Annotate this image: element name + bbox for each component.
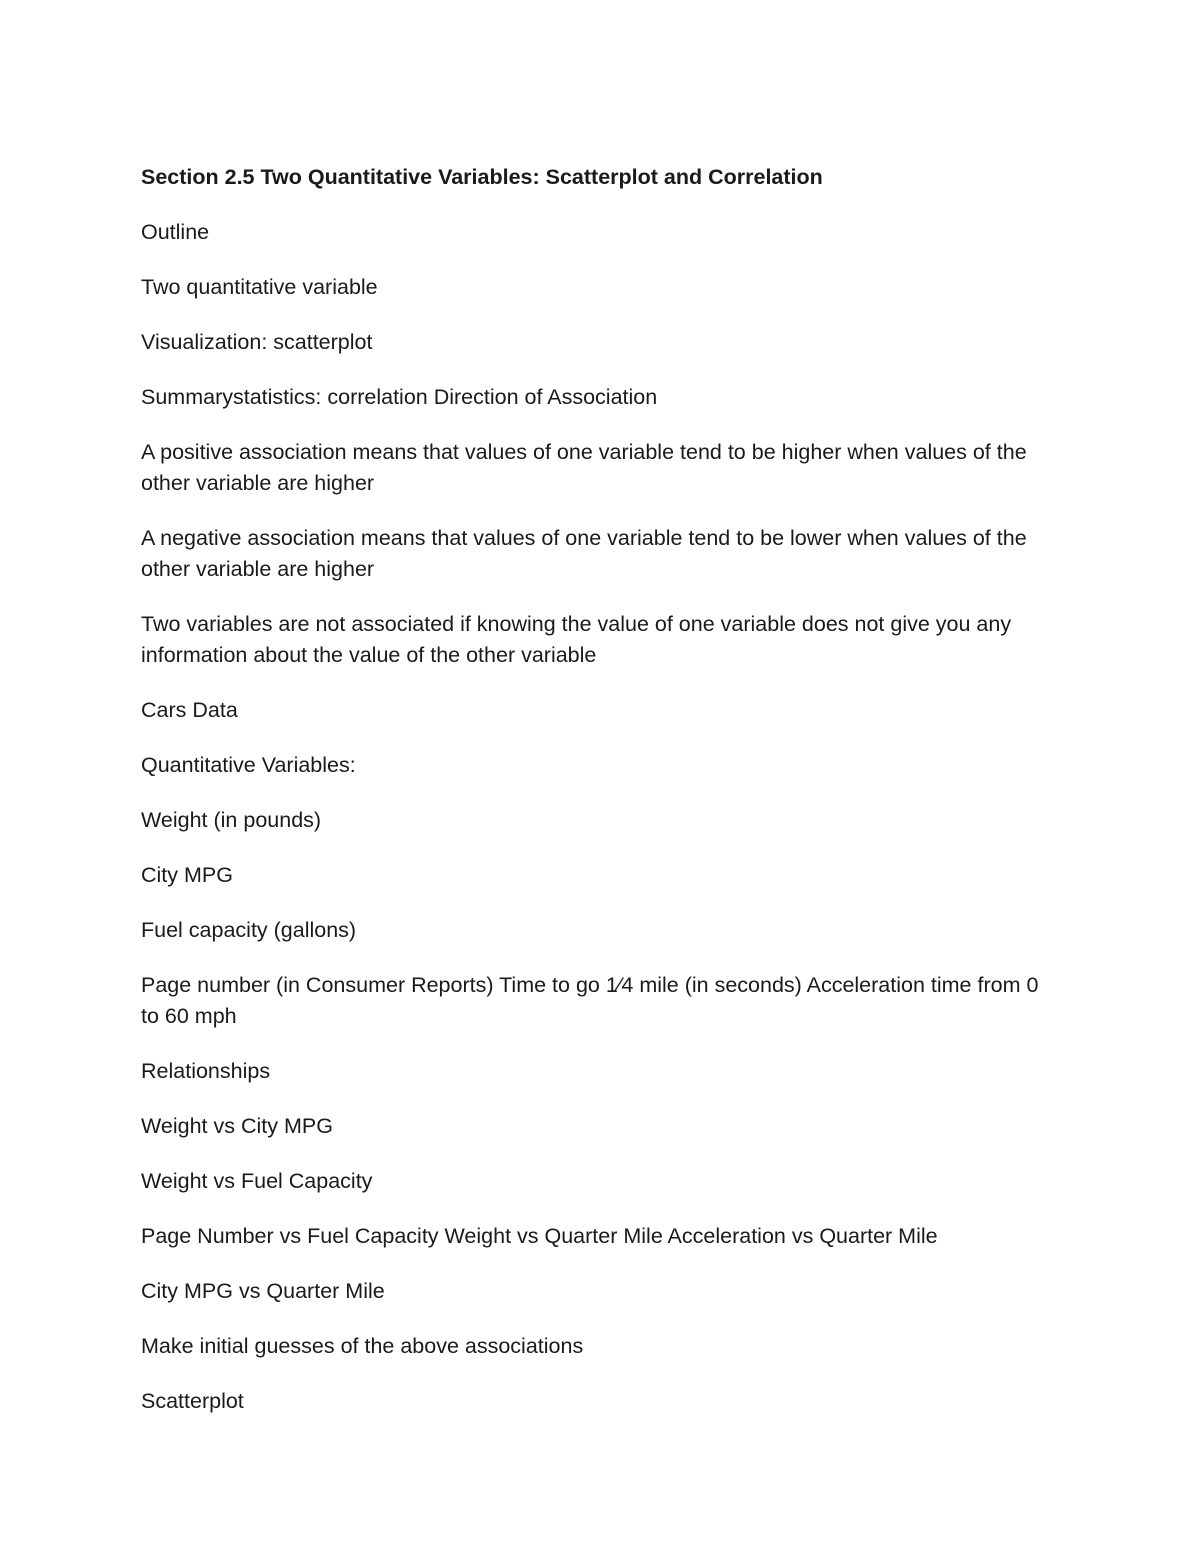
- paragraph-two-quantitative-variable: Two quantitative variable: [141, 275, 378, 299]
- paragraph-cars-data: Cars Data: [141, 698, 238, 722]
- paragraph-page-number: Page number (in Consumer Reports) Time to go 1⁄4 mile (in seconds) Acceleration time from 0 to 60 mph: [141, 973, 1039, 1028]
- paragraph-weight-vs-fuel-capacity: Weight vs Fuel Capacity: [141, 1169, 373, 1193]
- paragraph-summary-statistics: Summarystatistics: correlation Direction of Association: [141, 385, 658, 409]
- paragraph-page-number-vs-fuel-capacity: Page Number vs Fuel Capacity Weight vs Quarter Mile Acceleration vs Quarter Mile: [141, 1224, 938, 1248]
- paragraph-quantitative-variables: Quantitative Variables:: [141, 753, 356, 777]
- paragraph-visualization: Visualization: scatterplot: [141, 330, 373, 354]
- paragraph-positive-association: A positive association means that values of one variable tend to be higher when values of the other variable are higher: [141, 440, 1027, 495]
- paragraph-scatterplot: Scatterplot: [141, 1389, 244, 1413]
- paragraph-fuel-capacity: Fuel capacity (gallons): [141, 918, 357, 942]
- paragraph-initial-guesses: Make initial guesses of the above associations: [141, 1334, 584, 1358]
- paragraph-city-mpg: City MPG: [141, 863, 233, 887]
- document-body: [141, 162, 1061, 1441]
- paragraph-weight-vs-city-mpg: Weight vs City MPG: [141, 1114, 333, 1138]
- paragraph-negative-association: A negative association means that values of one variable tend to be lower when values of the other variable are higher: [141, 526, 1027, 581]
- paragraph-relationships: Relationships: [141, 1059, 271, 1083]
- paragraph-weight: Weight (in pounds): [141, 808, 322, 832]
- section-title: Section 2.5 Two Quantitative Variables: Scatterplot and Correlation: [141, 165, 823, 189]
- paragraph-outline: Outline: [141, 220, 210, 244]
- paragraph-city-mpg-vs-quarter-mile: City MPG vs Quarter Mile: [141, 1279, 385, 1303]
- paragraph-not-associated: Two variables are not associated if knowing the value of one variable does not give you any information about the value of the other variable: [141, 612, 1012, 667]
